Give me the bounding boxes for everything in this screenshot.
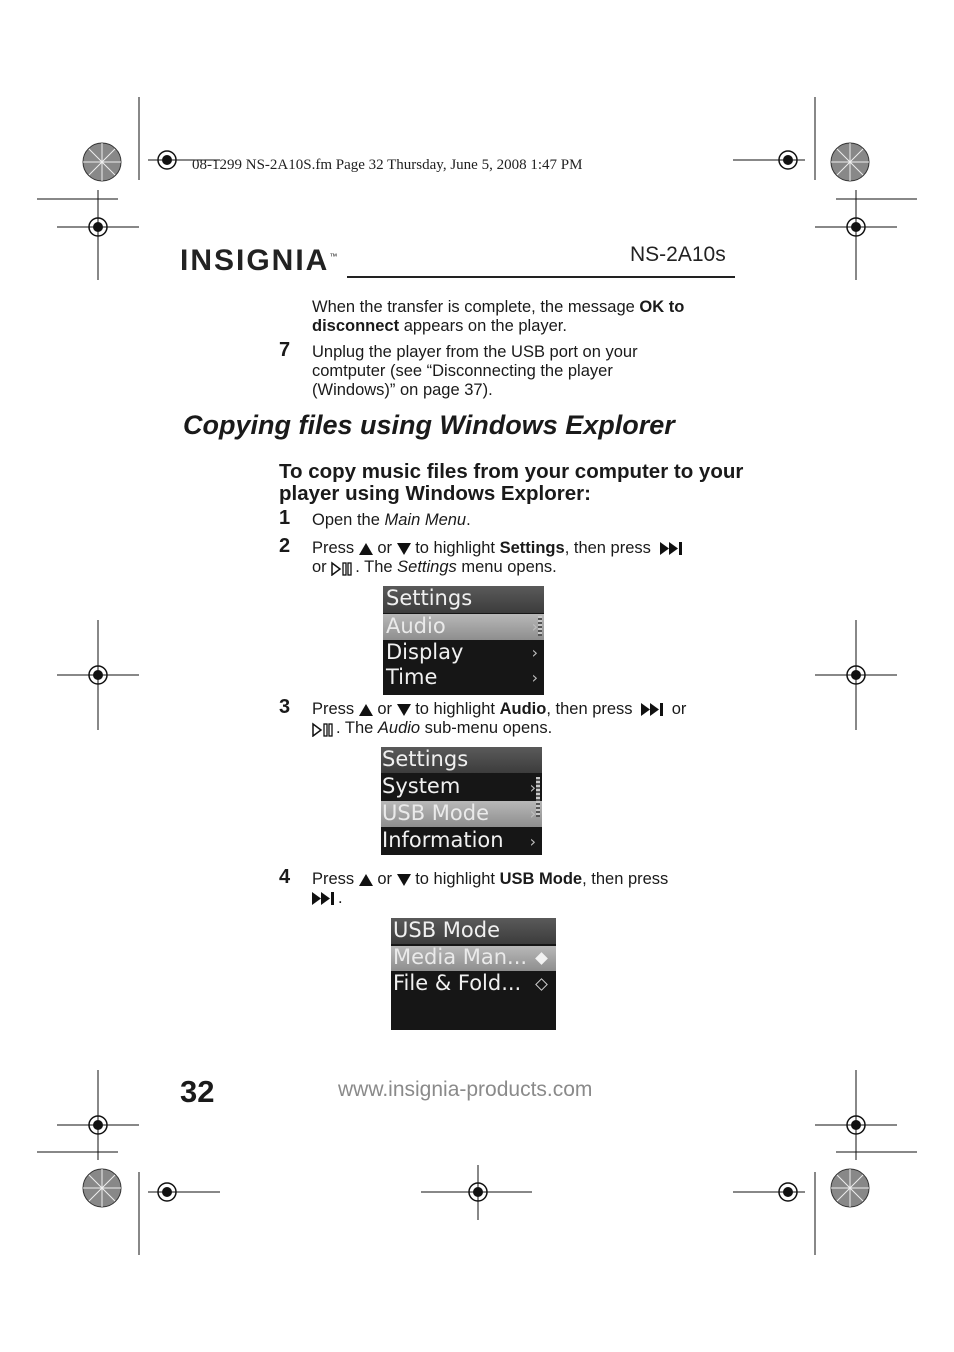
step-4-number: 4 <box>279 866 291 888</box>
intro-text-2: appears on the player. <box>399 317 567 335</box>
screen3-header-row <box>391 918 556 944</box>
step-3-or: or <box>372 700 397 718</box>
intro-text-1: When the transfer is complete, the message <box>312 298 640 316</box>
step-4-or: or <box>372 870 397 888</box>
screen1-header-row <box>383 586 544 613</box>
down-arrow-icon <box>397 704 411 716</box>
screen1-scrollbar <box>538 616 542 636</box>
screen2-row-3 <box>381 827 542 855</box>
selected-diamond-icon <box>535 952 548 965</box>
audio-menu-screenshot <box>381 747 542 855</box>
up-arrow-icon <box>359 704 373 716</box>
intro-bold-2: disconnect <box>312 317 400 335</box>
step-7-number: 7 <box>279 339 291 361</box>
next-track-icon <box>660 542 686 555</box>
screen3-row-0-text: USB Mode <box>393 918 500 942</box>
step-3-submenu: sub-menu opens. <box>420 719 553 737</box>
screen2-row-1 <box>381 773 542 800</box>
print-slug: 08-1299 NS-2A10S.fm Page 32 Thursday, June 5, 2008 1:47 PM <box>192 157 583 173</box>
procedure-title: To copy music files from your computer to your player using Windows Explorer: <box>279 460 744 505</box>
screen1-row-2 <box>383 640 544 666</box>
step-2-number: 2 <box>279 535 291 557</box>
step-2-the: . The <box>355 558 398 576</box>
step-3-then-press: , then press <box>546 700 638 718</box>
screen1-row-3 <box>383 665 544 691</box>
screen1-row-3-text: Time <box>386 665 438 689</box>
up-arrow-icon <box>359 543 373 555</box>
screen3-row-1-text: Media Man... <box>393 946 528 969</box>
step-1-italic: Main Menu <box>384 511 467 529</box>
step-4-text <box>312 870 732 908</box>
step-4-press: Press <box>312 870 359 888</box>
step-1-text <box>312 511 742 530</box>
settings-menu-screenshot <box>383 586 544 695</box>
step-1-text-a: Open the <box>312 511 385 529</box>
footer-url[interactable]: www.insignia-products.com <box>338 1078 593 1101</box>
intro-paragraph <box>312 298 742 336</box>
step-2-or2: or <box>312 558 332 576</box>
screen1-row-1-arrow: › <box>531 617 538 636</box>
intro-bold-1: OK to <box>639 298 685 316</box>
step-2-then-press: , then press <box>564 539 656 557</box>
step-4-to-highlight: to highlight <box>410 870 500 888</box>
step-4-then-press: , then press <box>582 870 669 888</box>
screen3-highlight-row <box>391 946 556 971</box>
screen3-row-2 <box>391 971 556 998</box>
usb-mode-menu-screenshot <box>391 918 556 1030</box>
screen1-row-3-arrow: › <box>531 668 538 687</box>
screen3-row-2-text: File & Fold... <box>393 971 522 995</box>
step-1-number: 1 <box>279 507 291 529</box>
play-pause-icon <box>312 721 336 737</box>
step-3-text <box>312 700 742 738</box>
screen1-row-2-arrow: › <box>531 643 538 662</box>
step-4-period: . <box>338 889 343 907</box>
screen1-row-1-text: Audio <box>386 614 446 638</box>
step-4-bold: USB Mode <box>499 870 583 888</box>
logo-text: INSIGNIA <box>180 244 330 277</box>
step-3-to-highlight: to highlight <box>410 700 500 718</box>
next-track-icon <box>312 892 338 905</box>
play-pause-icon <box>331 560 355 576</box>
down-arrow-icon <box>397 874 411 886</box>
screen1-highlight-row <box>383 614 544 640</box>
step-2-to-highlight: to highlight <box>410 539 500 557</box>
screen2-highlight-row <box>381 801 542 827</box>
step-3-italic: Audio <box>377 719 421 737</box>
screen2-row-3-arrow: › <box>529 832 536 851</box>
step-1-text-b: . <box>466 511 471 529</box>
header-rule <box>347 276 735 278</box>
step-3-or2: or <box>667 700 687 718</box>
step-3-the: . The <box>336 719 378 737</box>
step-2-text <box>312 539 732 577</box>
step-3-press: Press <box>312 700 359 718</box>
screen2-header-row <box>381 747 542 773</box>
screen2-row-3-text: Information <box>382 828 504 852</box>
logo-trademark: ™ <box>329 252 338 261</box>
step-2-menu-opens: menu opens. <box>456 558 557 576</box>
screen1-row-0-text: Settings <box>386 586 473 610</box>
unselected-diamond-icon <box>535 978 548 991</box>
step-2-bold: Settings <box>499 539 565 557</box>
screen2-scrollbar <box>536 777 540 817</box>
screen2-row-0-text: Settings <box>382 747 469 771</box>
step-7-text: Unplug the player from the USB port on your comtputer (see “Disconnecting the player (Windows)” on page 37). <box>312 343 638 399</box>
step-2-italic: Settings <box>397 558 457 576</box>
step-2-or: or <box>372 539 397 557</box>
model-number: NS-2A10s <box>630 243 726 266</box>
down-arrow-icon <box>397 543 411 555</box>
screen2-row-1-arrow: › <box>529 778 536 797</box>
screen1-row-2-text: Display <box>386 640 464 664</box>
up-arrow-icon <box>359 874 373 886</box>
step-2-press: Press <box>312 539 359 557</box>
next-track-icon <box>641 703 667 716</box>
screen2-row-2-text: USB Mode <box>382 801 489 825</box>
step-3-number: 3 <box>279 696 291 718</box>
section-title: Copying files using Windows Explorer <box>183 410 675 440</box>
screen2-row-2-arrow: › <box>529 804 536 823</box>
page-number: 32 <box>180 1074 215 1109</box>
screen2-row-1-text: System <box>382 774 461 798</box>
insignia-logo <box>180 244 337 278</box>
step-3-bold: Audio <box>499 700 547 718</box>
